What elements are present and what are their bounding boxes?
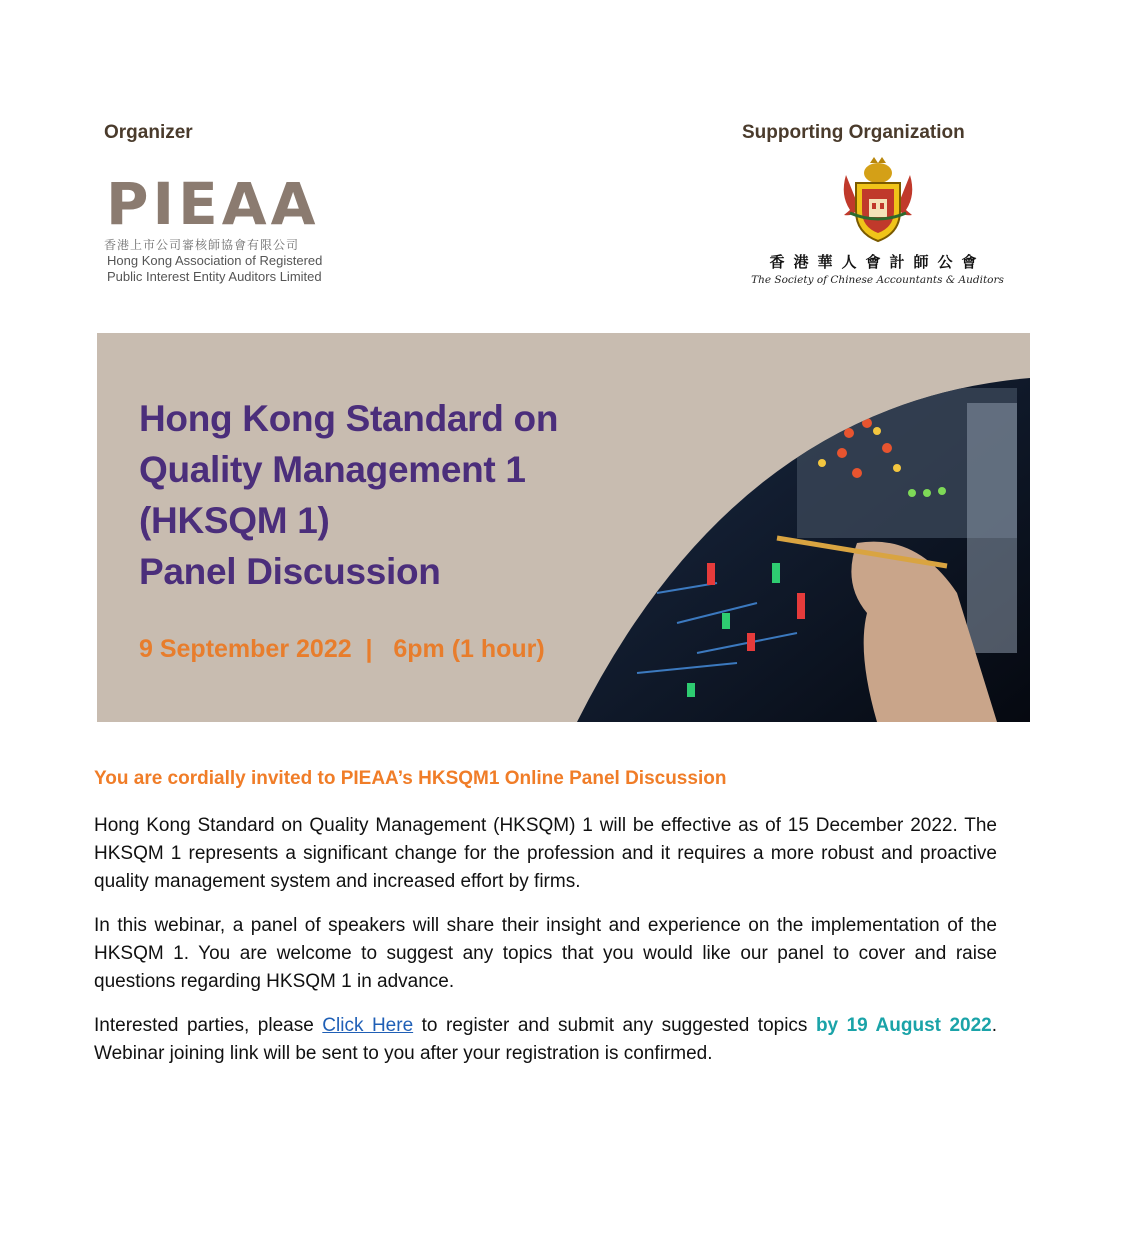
registration-text-after: . Webinar joining link will be sent to you after your registration is confirmed.: [94, 1015, 998, 1064]
pieaa-logo: [104, 170, 354, 290]
society-chinese-name: 香港華人會計師公會: [769, 253, 986, 271]
pieaa-chinese-name: 香港上市公司審核師協會有限公司: [104, 238, 300, 252]
banner-title-line: Hong Kong Standard on: [139, 398, 559, 439]
organizer-label: Organizer: [104, 122, 193, 143]
pieaa-english-name-line1: Hong Kong Association of Registered: [107, 253, 323, 268]
society-english-name: The Society of Chinese Accountants & Auditors: [751, 274, 1004, 286]
banner-date-time: 9 September 2022 | 6pm (1 hour): [139, 635, 545, 663]
registration-text-before: Interested parties, please: [94, 1015, 323, 1036]
society-logo: [750, 155, 1005, 290]
banner-title-line: Panel Discussion: [139, 551, 441, 592]
registration-deadline: by 19 August 2022: [815, 1015, 992, 1036]
paragraph-webinar-description: In this webinar, a panel of speakers will share their insight and experience on the implementation of the HKSQM 1. You are welcome to suggest any topics that you would like our panel to cover and raise questions regarding HKSQM 1 in advance.: [94, 915, 997, 992]
registration-text-middle: to register and submit any suggested topics: [413, 1015, 816, 1036]
event-banner: [97, 333, 1030, 722]
pieaa-wordmark: PIEAA: [106, 170, 320, 238]
click-here-link[interactable]: Click Here: [322, 1015, 414, 1036]
paragraph-effective-date: Hong Kong Standard on Quality Management (HKSQM) 1 will be effective as of 15 December 2022. The HKSQM 1 represents a significant change for the profession and it requires a more robust and proactive quality management system and increased effort by firms.: [94, 815, 997, 892]
invitation-heading: You are cordially invited to PIEAA’s HKSQM1 Online Panel Discussion: [94, 768, 727, 789]
pieaa-english-name-line2: Public Interest Entity Auditors Limited: [107, 269, 322, 284]
paragraph-registration: [94, 1012, 997, 1068]
banner-title-line: (HKSQM 1): [139, 500, 330, 541]
society-crest-icon: [836, 155, 920, 245]
banner-title-line: Quality Management 1: [139, 449, 526, 490]
banner-title: [139, 393, 558, 597]
supporting-organization-label: Supporting Organization: [742, 122, 965, 143]
